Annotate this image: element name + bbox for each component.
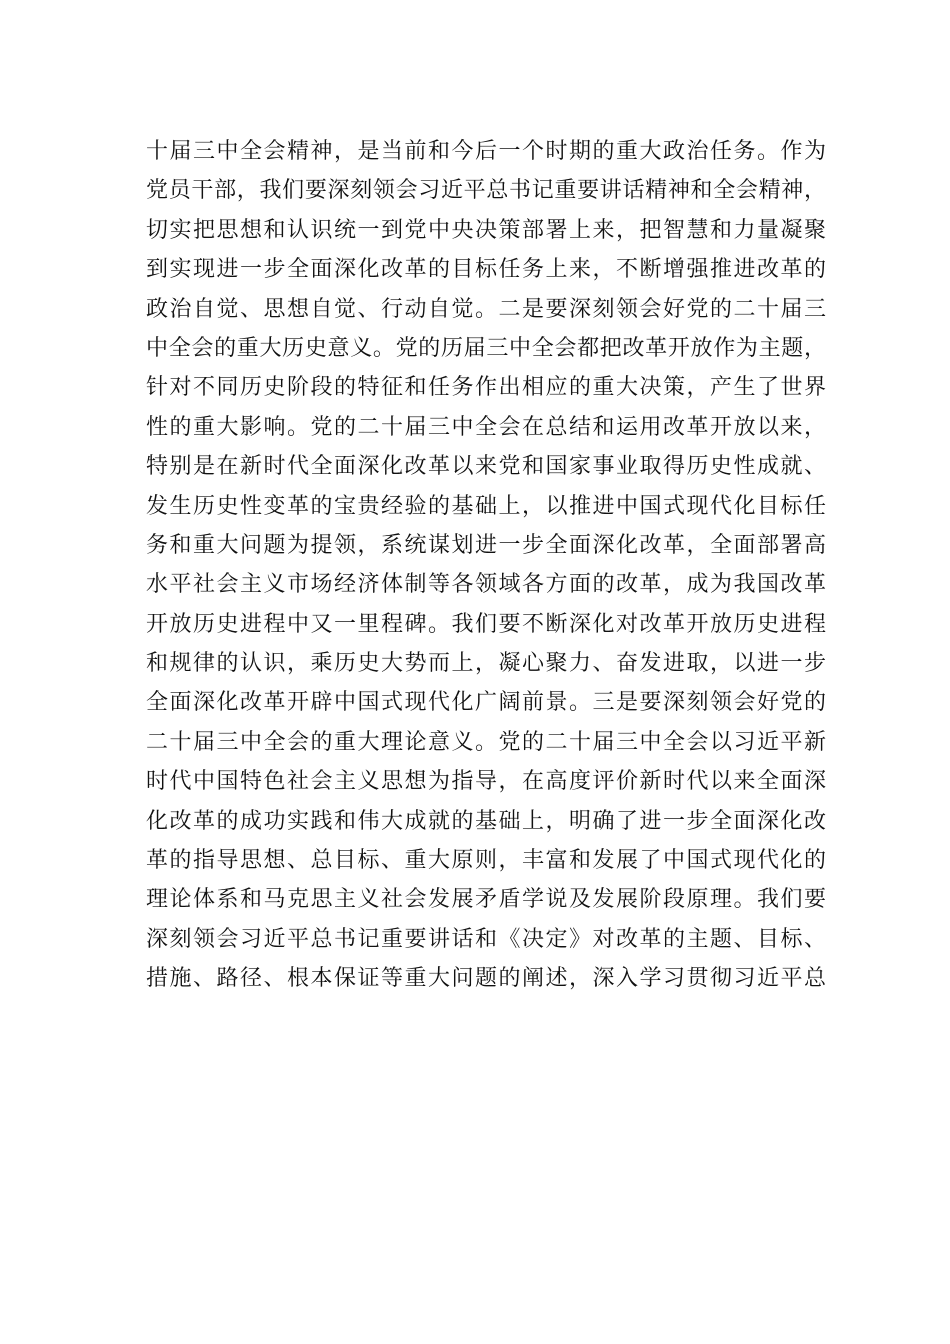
text-line-11: 务和重大问题为提领，系统谋划进一步全面深化改革，全面部署高 bbox=[146, 532, 826, 558]
text-line-3: 切实把思想和认识统一到党中央决策部署上来，把智慧和力量凝聚 bbox=[146, 217, 826, 243]
text-line-5: 政治自觉、思想自觉、行动自觉。二是要深刻领会好党的二十届三 bbox=[146, 296, 826, 322]
text-line-19: 革的指导思想、总目标、重大原则，丰富和发展了中国式现代化的 bbox=[146, 848, 826, 874]
text-line-17: 时代中国特色社会主义思想为指导，在高度评价新时代以来全面深 bbox=[146, 769, 826, 795]
text-line-18: 化改革的成功实践和伟大成就的基础上，明确了进一步全面深化改 bbox=[146, 808, 826, 834]
body-text bbox=[146, 132, 826, 999]
text-line-10: 发生历史性变革的宝贵经验的基础上，以推进中国式现代化目标任 bbox=[146, 493, 826, 519]
text-line-9: 特别是在新时代全面深化改革以来党和国家事业取得历史性成就、 bbox=[146, 454, 826, 480]
text-line-14: 和规律的认识，乘历史大势而上，凝心聚力、奋发进取，以进一步 bbox=[146, 651, 826, 677]
text-line-22: 措施、路径、根本保证等重大问题的阐述，深入学习贯彻习近平总 bbox=[146, 966, 826, 992]
text-line-4: 到实现进一步全面深化改革的目标任务上来，不断增强推进改革的 bbox=[146, 257, 826, 283]
text-line-12: 水平社会主义市场经济体制等各领域各方面的改革，成为我国改革 bbox=[146, 572, 826, 598]
text-line-13: 开放历史进程中又一里程碑。我们要不断深化对改革开放历史进程 bbox=[146, 611, 826, 637]
text-line-20: 理论体系和马克思主义社会发展矛盾学说及发展阶段原理。我们要 bbox=[146, 887, 826, 913]
text-line-7: 针对不同历史阶段的特征和任务作出相应的重大决策，产生了世界 bbox=[146, 375, 826, 401]
text-line-21: 深刻领会习近平总书记重要讲话和《决定》对改革的主题、目标、 bbox=[146, 926, 826, 952]
text-line-8: 性的重大影响。党的二十届三中全会在总结和运用改革开放以来， bbox=[146, 414, 826, 440]
text-line-1: 十届三中全会精神，是当前和今后一个时期的重大政治任务。作为 bbox=[146, 139, 826, 164]
text-line-16: 二十届三中全会的重大理论意义。党的二十届三中全会以习近平新 bbox=[146, 729, 826, 755]
text-line-15: 全面深化改革开辟中国式现代化广阔前景。三是要深刻领会好党的 bbox=[146, 690, 826, 716]
text-line-6: 中全会的重大历史意义。党的历届三中全会都把改革开放作为主题， bbox=[146, 335, 826, 361]
text-line-2: 党员干部，我们要深刻领会习近平总书记重要讲话精神和全会精神， bbox=[146, 178, 826, 204]
